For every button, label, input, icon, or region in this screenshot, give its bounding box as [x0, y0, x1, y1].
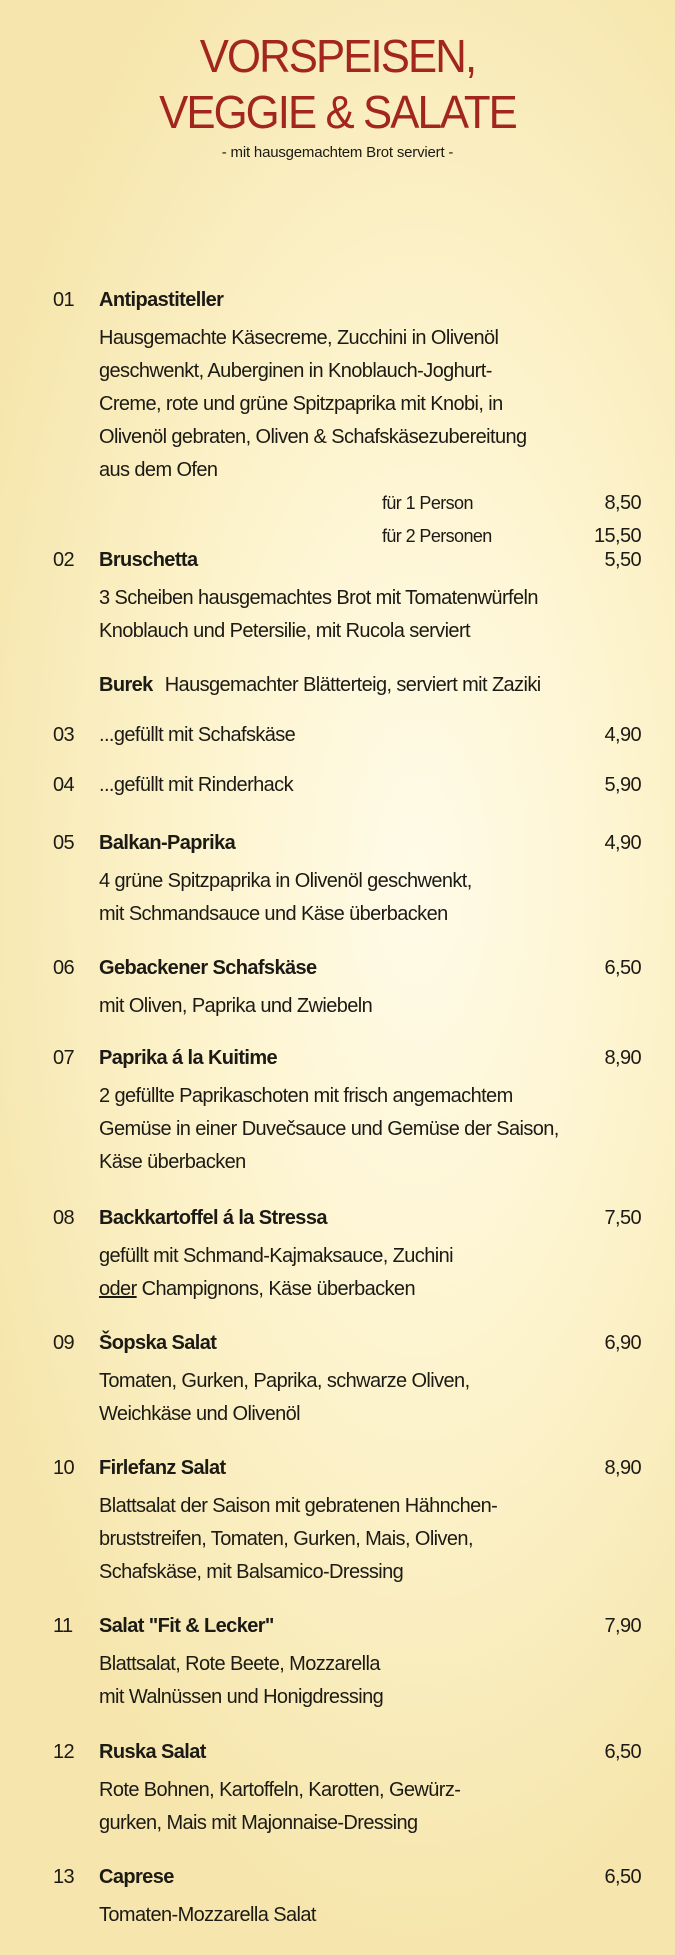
description-line [0, 1273, 675, 1306]
item-description: Käse überbacken [99, 1151, 246, 1173]
description-line [0, 1648, 675, 1681]
menu-item-header [0, 1610, 675, 1648]
description-line [0, 454, 675, 487]
item-description: aus dem Ofen [99, 459, 218, 481]
item-price: 6,50 [604, 957, 641, 979]
item-price: 6,50 [604, 1866, 641, 1888]
page-title-line1: VORSPEISEN, [199, 30, 476, 82]
description-rest: Champignons, Käse überbacken [136, 1278, 415, 1300]
menu-item-header [0, 1861, 675, 1899]
item-number: 03 [53, 724, 75, 746]
menu-item-header [0, 719, 675, 757]
item-number: 12 [53, 1741, 75, 1763]
menu-item-header [0, 544, 675, 582]
item-name: Backkartoffel á la Stressa [99, 1207, 327, 1229]
description-line [0, 421, 675, 454]
menu-item-header [0, 1042, 675, 1080]
item-name: Bruschetta [99, 549, 198, 571]
menu-item-header [0, 1327, 675, 1365]
description-line [0, 1146, 675, 1179]
description-line [0, 1365, 675, 1398]
item-inline-description: Hausgemachter Blätterteig, serviert mit Zaziki [164, 674, 541, 696]
menu-item [0, 1327, 675, 1431]
item-name: Firlefanz Salat [99, 1457, 226, 1479]
description-line [0, 1398, 675, 1431]
description-line [0, 1807, 675, 1840]
item-name: Balkan-Paprika [99, 832, 236, 854]
description-line [0, 322, 675, 355]
item-name: Burek Hausgemachter Blätterteig, serviert mit Zaziki [99, 674, 541, 696]
description-line [0, 1523, 675, 1556]
description-line [0, 1490, 675, 1523]
item-description: mit Walnüssen und Honigdressing [99, 1686, 384, 1708]
portion-price: 8,50 [604, 492, 641, 514]
description-line [0, 582, 675, 615]
item-name: Gebackener Schafskäse [99, 957, 317, 979]
menu-item [0, 719, 675, 757]
item-name: Ruska Salat [99, 1741, 206, 1763]
item-number: 05 [53, 832, 75, 854]
item-number: 13 [53, 1866, 75, 1888]
menu-item-header [0, 1736, 675, 1774]
item-description: mit Schmandsauce und Käse überbacken [99, 903, 448, 925]
menu-item-header [0, 769, 675, 807]
description-line [0, 1556, 675, 1589]
item-description: gefüllt mit Schmand-Kajmaksauce, Zuchini [99, 1245, 453, 1267]
menu-item [0, 1610, 675, 1714]
description-line [0, 1113, 675, 1146]
item-description: gurken, Mais mit Majonnaise-Dressing [99, 1812, 418, 1834]
description-line [0, 1899, 675, 1932]
description-line [0, 865, 675, 898]
underlined-word: oder [99, 1278, 137, 1300]
item-description: Tomaten-Mozzarella Salat [99, 1904, 316, 1926]
item-price: 4,90 [604, 724, 641, 746]
item-description: Olivenöl gebraten, Oliven & Schafskäsezubereitung [99, 426, 527, 448]
item-number: 04 [53, 774, 75, 796]
menu-item-header [0, 827, 675, 865]
portion-label: für 1 Person [382, 493, 473, 513]
item-description: 2 gefüllte Paprikaschoten mit frisch angemachtem [99, 1085, 513, 1107]
item-description [99, 1273, 415, 1306]
item-number: 01 [53, 289, 75, 311]
page-subtitle: - mit hausgemachtem Brot serviert - [221, 144, 454, 161]
menu-item-header [0, 1202, 675, 1240]
item-description: bruststreifen, Tomaten, Gurken, Mais, Oliven, [99, 1528, 473, 1550]
description-line [0, 990, 675, 1023]
item-description: Blattsalat, Rote Beete, Mozzarella [99, 1653, 380, 1675]
item-number: 11 [53, 1615, 73, 1637]
menu-item-header [0, 284, 675, 322]
menu-item [0, 952, 675, 1023]
item-description: 3 Scheiben hausgemachtes Brot mit Tomatenwürfeln [99, 587, 538, 609]
portion-row [0, 487, 675, 520]
description-line [0, 355, 675, 388]
item-description: Creme, rote und grüne Spitzpaprika mit Knobi, in [99, 393, 503, 415]
item-price: 7,50 [604, 1207, 641, 1229]
item-price: 8,90 [604, 1457, 641, 1479]
menu-item [0, 1452, 675, 1589]
item-description: Schafskäse, mit Balsamico-Dressing [99, 1561, 404, 1583]
item-name: Šopska Salat [99, 1332, 217, 1354]
menu-item-header [0, 669, 675, 707]
menu-item [0, 544, 675, 648]
menu-item [0, 284, 675, 553]
item-name: ...gefüllt mit Rinderhack [99, 774, 293, 796]
description-line [0, 898, 675, 931]
item-price: 7,90 [604, 1615, 641, 1637]
item-number: 02 [53, 549, 75, 571]
page-title-line2: VEGGIE & SALATE [159, 86, 516, 138]
item-description: 4 grüne Spitzpaprika in Olivenöl geschwenkt, [99, 870, 472, 892]
description-line [0, 1681, 675, 1714]
item-price: 6,90 [604, 1332, 641, 1354]
item-number: 10 [53, 1457, 75, 1479]
item-name: ...gefüllt mit Schafskäse [99, 724, 296, 746]
item-description: Hausgemachte Käsecreme, Zucchini in Olivenöl [99, 327, 499, 349]
item-price: 5,50 [604, 549, 641, 571]
item-name: Antipastiteller [99, 289, 224, 311]
item-description: geschwenkt, Auberginen in Knoblauch-Joghurt- [99, 360, 492, 382]
portion-label: für 2 Personen [382, 526, 492, 546]
item-name: Paprika á la Kuitime [99, 1047, 278, 1069]
description-line [0, 1774, 675, 1807]
menu-item-header [0, 1452, 675, 1490]
menu-item [0, 1042, 675, 1179]
item-number: 06 [53, 957, 75, 979]
item-number: 07 [53, 1047, 75, 1069]
item-name: Caprese [99, 1866, 174, 1888]
description-line [0, 615, 675, 648]
menu-item-header [0, 952, 675, 990]
item-description: Rote Bohnen, Kartoffeln, Karotten, Gewürz- [99, 1779, 461, 1801]
menu-item [0, 1861, 675, 1932]
description-line [0, 1080, 675, 1113]
item-description: mit Oliven, Paprika und Zwiebeln [99, 995, 373, 1017]
description-line [0, 388, 675, 421]
portion-price: 15,50 [593, 525, 641, 547]
description-line [0, 1240, 675, 1273]
item-description: Knoblauch und Petersilie, mit Rucola serviert [99, 620, 470, 642]
item-number: 08 [53, 1207, 75, 1229]
menu-item [0, 669, 675, 707]
item-price: 4,90 [604, 832, 641, 854]
item-price: 5,90 [604, 774, 641, 796]
menu-item [0, 1202, 675, 1306]
item-description: Weichkäse und Olivenöl [99, 1403, 300, 1425]
menu-item [0, 827, 675, 931]
menu-item [0, 769, 675, 807]
menu-item [0, 1736, 675, 1840]
item-description: Blattsalat der Saison mit gebratenen Hähnchen- [99, 1495, 498, 1517]
item-number: 09 [53, 1332, 75, 1354]
item-description: Tomaten, Gurken, Paprika, schwarze Oliven, [99, 1370, 470, 1392]
item-name: Salat "Fit & Lecker" [99, 1615, 274, 1637]
item-price: 8,90 [604, 1047, 641, 1069]
item-price: 6,50 [604, 1741, 641, 1763]
item-description: Gemüse in einer Duvečsauce und Gemüse der Saison, [99, 1118, 559, 1140]
